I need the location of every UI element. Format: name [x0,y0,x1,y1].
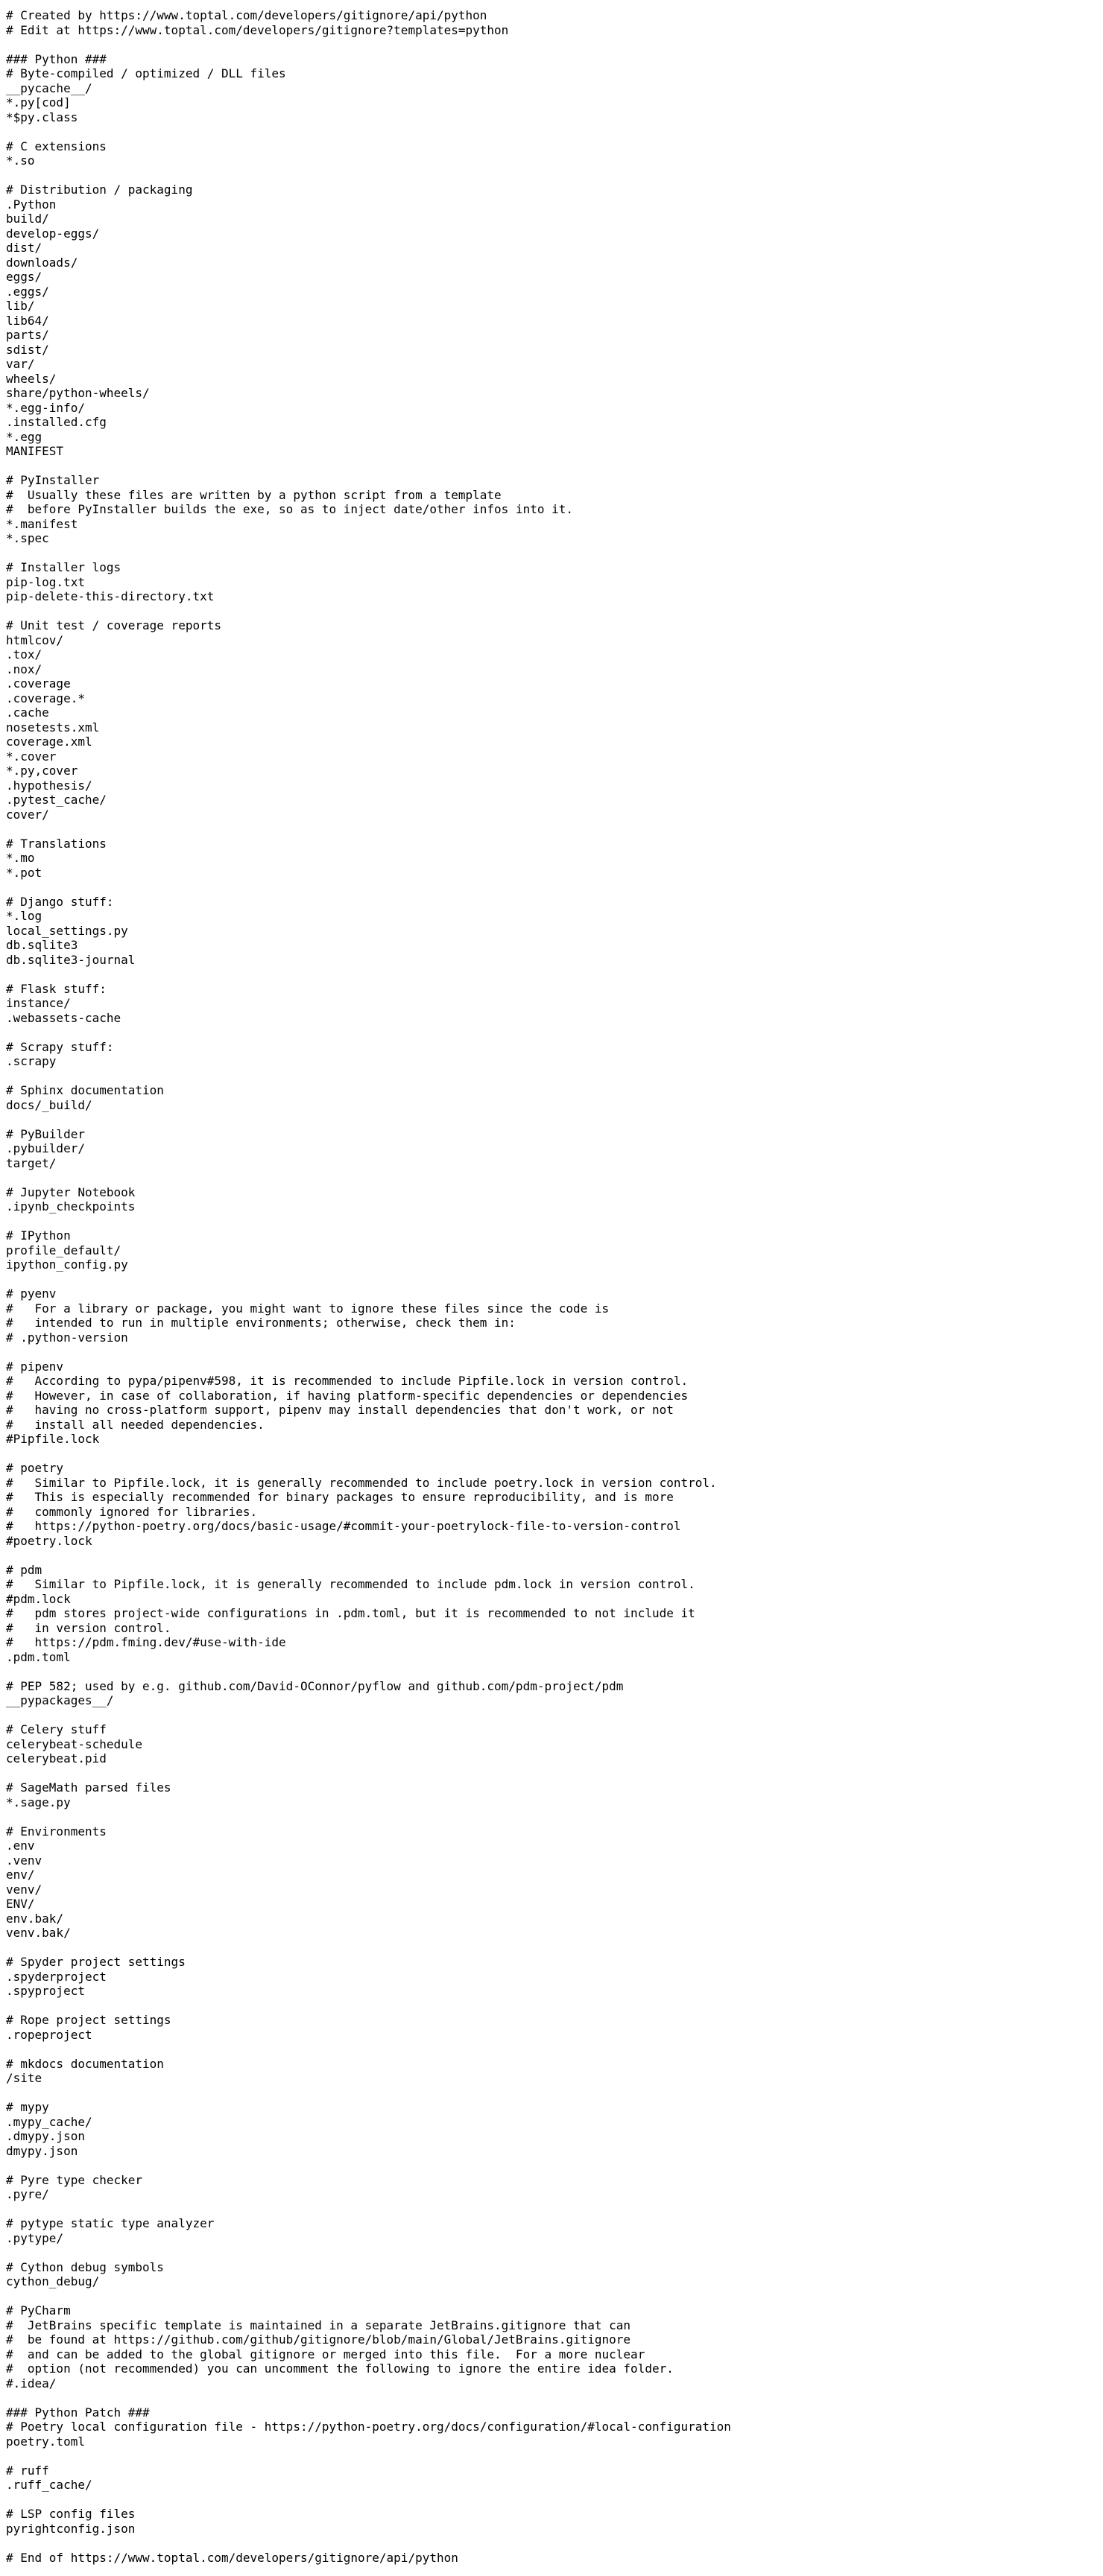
document-line [6,124,1097,139]
document-line: # Scrapy stuff: [6,1039,114,1054]
document-line [6,1069,1097,1084]
document-line: #Pipfile.lock [6,1432,100,1446]
document-line: # .python-version [6,1330,128,1345]
document-line: # option (not recommended) you can uncomment the following to ignore the entire idea folder. [6,2361,674,2376]
document-line: lib64/ [6,313,49,328]
document-line [6,2449,1097,2464]
document-line: downloads/ [6,255,78,270]
document-line: *.egg-info/ [6,400,85,415]
document-line: # According to pypa/pipenv#598, it is recommended to include Pipfile.lock in version control. [6,1374,689,1388]
document-line: # Unit test / coverage reports [6,618,221,632]
document-line [6,1708,1097,1723]
document-line: # IPython [6,1228,71,1243]
document-line: # PyCharm [6,2303,71,2318]
document-line: # pyenv [6,1287,57,1301]
document-line: .installed.cfg [6,415,107,429]
document-line: # pytype static type analyzer [6,2216,215,2230]
document-line [6,1214,1097,1229]
document-line: # be found at https://github.com/github/gitignore/blob/main/Global/JetBrains.gitignore [6,2332,631,2347]
document-line: cython_debug/ [6,2274,100,2288]
document-line: # However, in case of collaboration, if having platform-specific dependencies or dependencies [6,1388,689,1403]
document-line: .coverage.* [6,691,85,705]
document-line: .scrapy [6,1054,57,1068]
document-line: .pybuilder/ [6,1141,85,1155]
document-line: # JetBrains specific template is maintained in a separate JetBrains.gitignore that can [6,2318,631,2332]
document-line: #pdm.lock [6,1591,71,1606]
document-line: pip-delete-this-directory.txt [6,589,215,603]
document-line: parts/ [6,328,49,342]
document-line: profile_default/ [6,1243,121,1257]
document-line: # Django stuff: [6,894,114,909]
document-line: venv/ [6,1882,42,1897]
document-line: instance/ [6,996,71,1010]
document-line [6,2391,1097,2405]
document-line: .spyproject [6,1984,85,1998]
document-line: poetry.toml [6,2434,85,2449]
document-line: # Spyder project settings [6,1955,186,1969]
document-line: .dmypy.json [6,2129,85,2143]
document-line: *$py.class [6,110,78,124]
document-line: *.py,cover [6,764,78,778]
document-line: # Edit at https://www.toptal.com/developers/gitignore?templates=python [6,22,509,37]
document-line: celerybeat.pid [6,1751,107,1766]
document-line: # Distribution / packaging [6,183,193,197]
document-line: # Similar to Pipfile.lock, it is generally recommended to include poetry.lock in version control. [6,1475,717,1490]
document-line [6,1809,1097,1824]
document-line: *.log [6,909,42,923]
document-line: # This is especially recommended for binary packages to ensure reproducibility, and is more [6,1490,674,1504]
document-line: # Translations [6,836,107,851]
document-line: # Flask stuff: [6,981,107,996]
document-line: *.so [6,153,35,168]
document-line: *.cover [6,749,57,764]
document-line: # having no cross-platform support, pipenv may install dependencies that don't work, or not [6,1403,674,1417]
document-line: .pytype/ [6,2230,64,2245]
document-line: sdist/ [6,342,49,357]
document-line: # Poetry local configuration file - https://python-poetry.org/docs/configuration/#local-configuration [6,2420,731,2434]
document-line [6,1170,1097,1185]
document-line: .ipynb_checkpoints [6,1199,136,1214]
document-line: .nox/ [6,662,42,676]
document-line [6,1272,1097,1287]
document-line: venv.bak/ [6,1926,71,1940]
document-line: celerybeat-schedule [6,1736,143,1751]
document-line: .cache [6,705,49,720]
document-line: # mypy [6,2100,49,2114]
document-line: *.manifest [6,516,78,531]
document-line [6,822,1097,837]
document-line: # Similar to Pipfile.lock, it is generally recommended to include pdm.lock in version control. [6,1577,695,1591]
document-line: share/python-wheels/ [6,386,150,400]
document-line: .pdm.toml [6,1649,71,1664]
document-line: # pdm stores project-wide configurations in .pdm.toml, but it is recommended to not include it [6,1606,695,1620]
document-line [6,1345,1097,1360]
document-line [6,1025,1097,1040]
document-line: .pyre/ [6,2187,49,2201]
document-line: *.spec [6,531,49,545]
document-line: .hypothesis/ [6,778,92,793]
document-line: wheels/ [6,371,57,386]
document-line: .ropeproject [6,2027,92,2042]
document-line: htmlcov/ [6,632,64,647]
document-line: target/ [6,1155,57,1170]
document-line: # Cython debug symbols [6,2259,164,2274]
document-line: # Environments [6,1824,107,1839]
document-line: # SageMath parsed files [6,1780,171,1795]
document-line: # https://python-poetry.org/docs/basic-usage/#commit-your-poetrylock-file-to-version-control [6,1519,681,1533]
document-line: *.pot [6,865,42,880]
document-line: # Created by https://www.toptal.com/developers/gitignore/api/python [6,8,487,22]
document-line: # Pyre type checker [6,2172,143,2187]
document-line: # End of https://www.toptal.com/developers/gitignore/api/python [6,2550,458,2565]
document-line [6,37,1097,52]
document-line: # in version control. [6,1620,171,1635]
document-line: /site [6,2071,42,2085]
document-line: *.sage.py [6,1795,71,1809]
document-line [6,2158,1097,2173]
document-line: # https://pdm.fming.dev/#use-with-ide [6,1635,286,1649]
document-line: MANIFEST [6,444,64,458]
document-line [6,2202,1097,2217]
document-line: # LSP config files [6,2507,136,2521]
document-line: ipython_config.py [6,1257,128,1272]
document-line: *.egg [6,429,42,444]
document-line: develop-eggs/ [6,226,100,241]
document-line: .env [6,1839,35,1853]
document-line [6,880,1097,895]
document-line: coverage.xml [6,735,92,749]
document-line: .venv [6,1853,42,1868]
document-line: dmypy.json [6,2143,78,2158]
document-line: nosetests.xml [6,720,100,735]
document-line: # Usually these files are written by a python script from a template [6,487,502,502]
document-line [6,1941,1097,1955]
document-line: # commonly ignored for libraries. [6,1504,258,1519]
document-line: pyrightconfig.json [6,2521,136,2536]
document-line [6,546,1097,561]
document-line: # Jupyter Notebook [6,1184,136,1199]
document-line: pip-log.txt [6,574,85,589]
document-line: .mypy_cache/ [6,2114,92,2129]
document-line [6,168,1097,183]
document-line: eggs/ [6,270,42,284]
document-line: __pypackages__/ [6,1693,114,1707]
document-line: # and can be added to the global gitignore or merged into this file. For a more nuclear [6,2347,645,2361]
document-line: .ruff_cache/ [6,2478,92,2492]
document-line [6,459,1097,474]
document-line: *.mo [6,851,35,865]
document-line: ENV/ [6,1897,35,1911]
document-line: # PyBuilder [6,1126,85,1141]
document-line: .tox/ [6,647,42,662]
document-line [6,1766,1097,1781]
document-line: dist/ [6,241,42,255]
document-line: .coverage [6,676,71,691]
document-line: var/ [6,357,35,371]
document-line: ### Python ### [6,51,107,66]
document-line [6,604,1097,619]
document-line: # intended to run in multiple environments; otherwise, check them in: [6,1316,516,1330]
document-line [6,2086,1097,2101]
document-line: env.bak/ [6,1911,64,1926]
document-line [6,2289,1097,2304]
document-line: env/ [6,1868,35,1882]
document-line [6,967,1097,982]
document-line [6,2245,1097,2260]
document-line: local_settings.py [6,923,128,938]
document-line [6,1548,1097,1563]
document-line: cover/ [6,807,49,822]
document-line: .Python [6,197,57,212]
document-line: # PEP 582; used by e.g. github.com/David-OConnor/pyflow and github.com/pdm-project/pdm [6,1678,624,1693]
document-line: #poetry.lock [6,1533,92,1548]
document-line [6,1999,1097,2014]
document-line [6,2042,1097,2057]
document-line: # poetry [6,1461,64,1475]
document-line: .pytest_cache/ [6,793,107,807]
document-line: # pipenv [6,1359,64,1374]
document-line: # PyInstaller [6,473,100,487]
document-line: docs/_build/ [6,1097,92,1112]
document-line: # For a library or package, you might want to ignore these files since the code is [6,1301,610,1316]
document-line: # Installer logs [6,560,121,574]
document-line: # C extensions [6,139,107,153]
document-line: __pycache__/ [6,80,92,95]
document-line [6,1112,1097,1127]
document-line: db.sqlite3 [6,938,78,952]
document-line: lib/ [6,299,35,313]
document-line: # Celery stuff [6,1722,107,1736]
document-line [6,2536,1097,2551]
document-line: # before PyInstaller builds the exe, so as to inject date/other infos into it. [6,502,573,516]
document-line: *.py[cod] [6,95,71,110]
document-line: db.sqlite3-journal [6,952,136,967]
document-line [6,1447,1097,1462]
document-line: # ruff [6,2463,49,2478]
document-line: # Byte-compiled / optimized / DLL files [6,66,286,80]
document-line: # install all needed dependencies. [6,1417,265,1432]
document-line: # Rope project settings [6,2013,171,2027]
document-line: #.idea/ [6,2376,57,2391]
document-line: .eggs/ [6,284,49,299]
document-line [6,2493,1097,2507]
document-line: # mkdocs documentation [6,2056,164,2071]
document-line: ### Python Patch ### [6,2405,150,2420]
document-line [6,1664,1097,1679]
document-line: # Sphinx documentation [6,1083,164,1097]
document-line: build/ [6,212,49,226]
document-line: # pdm [6,1562,42,1577]
document-line: .spyderproject [6,1969,107,1984]
document-line: .webassets-cache [6,1010,121,1025]
